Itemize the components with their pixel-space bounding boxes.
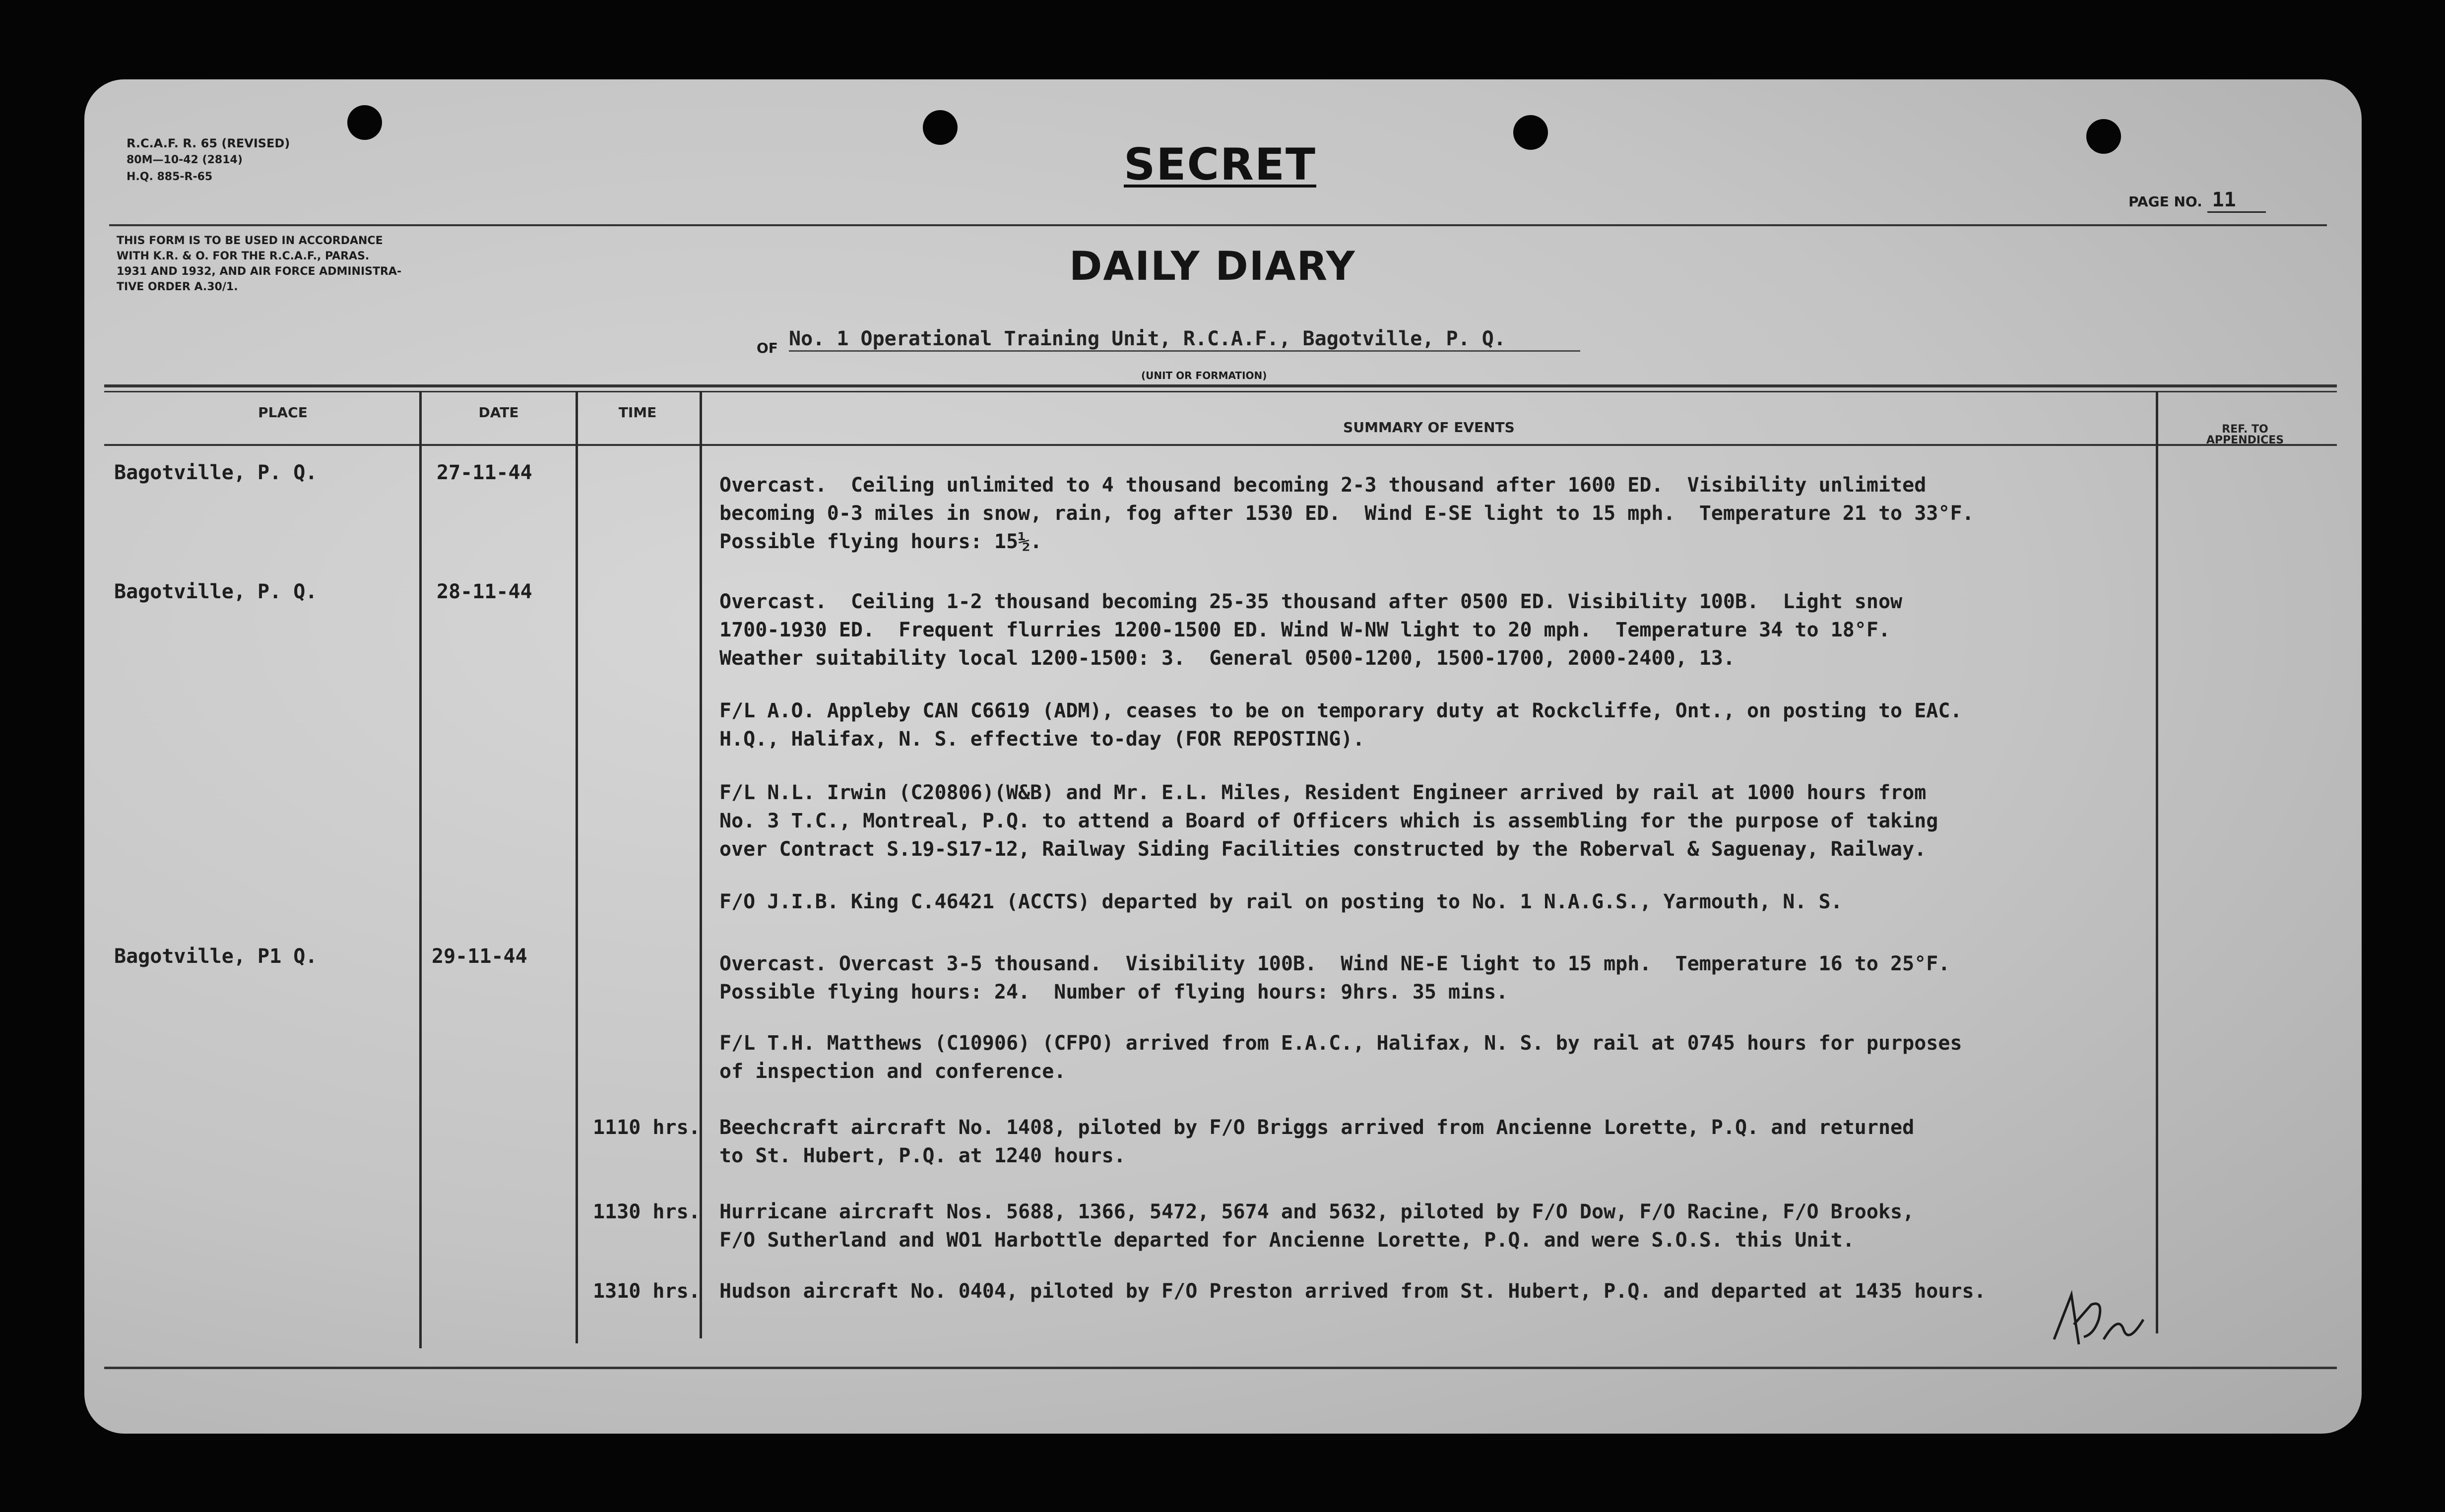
row-date: 29-11-44 [432,945,527,968]
form-instructions [117,233,563,295]
diary-form-sheet [84,79,2362,1434]
entry-line: over Contract S.19-S17-12, Railway Siding Facilities constructed by the Roberval & Saguenay, Railway. [719,838,1927,861]
entry-line: Overcast. Ceiling 1-2 thousand becoming 25-35 thousand after 0500 ED. Visibility 100B. Light snow [719,590,1903,613]
form-hq-code: H.Q. 885-R-65 [127,171,213,183]
page-number-value: 11 [2207,189,2266,213]
row-time: 1110 hrs. [593,1116,701,1139]
summary-entry [719,1029,2188,1086]
punch-hole [923,110,958,145]
handwritten-initials [2044,1285,2153,1354]
instruction-line: THIS FORM IS TO BE USED IN ACCORDANCE [117,235,383,247]
appendices-label-line: APPENDICES [2206,434,2284,446]
form-identifier [127,135,290,186]
summary-entry [719,697,2188,754]
entry-line: Overcast. Ceiling unlimited to 4 thousand becoming 2-3 thousand after 1600 ED. Visibility unlimited [719,474,1927,497]
punch-hole [347,105,382,140]
entry-line: Possible flying hours: 15½. [719,530,1042,553]
entry-line: No. 3 T.C., Montreal, P.Q. to attend a Board of Officers which is assembling for the purpose of taking [719,810,1938,832]
instruction-line: WITH K.R. & O. FOR THE R.C.A.F., PARAS. [117,250,370,262]
entry-line: Beechcraft aircraft No. 1408, piloted by F/O Briggs arrived from Ancienne Lorette, P.Q. and returned [719,1116,1915,1139]
entry-line: becoming 0-3 miles in snow, rain, fog after 1530 ED. Wind E-SE light to 15 mph. Temperature 21 to 33°F. [719,502,1974,525]
entry-line: 1700-1930 ED. Frequent flurries 1200-1500 ED. Wind W-NW light to 20 mph. Temperature 34 to 18°F. [719,619,1891,641]
entry-line: F/O Sutherland and WO1 Harbottle departed for Ancienne Lorette, P.Q. and were S.O.S. this Unit. [719,1229,1855,1252]
column-header-rule [104,444,2337,446]
entry-line: F/O J.I.B. King C.46421 (ACCTS) departed by rail on posting to No. 1 N.A.G.S., Yarmouth, N. S. [719,890,1843,913]
entry-line: Overcast. Overcast 3-5 thousand. Visibility 100B. Wind NE-E light to 15 mph. Temperature 16 to 25°F. [719,952,1950,975]
summary-entry [719,1114,2188,1170]
summary-entry [719,1277,2188,1306]
entry-line: Possible flying hours: 24. Number of flying hours: 9hrs. 35 mins. [719,981,1508,1004]
summary-entry [719,1198,2188,1255]
punch-hole [1513,115,1548,150]
instruction-line: TIVE ORDER A.30/1. [117,281,238,293]
row-place: Bagotville, P1 Q. [114,945,318,968]
column-header-summary: SUMMARY OF EVENTS [1343,419,1515,436]
column-header-place: PLACE [258,404,308,421]
entry-line: of inspection and conference. [719,1060,1066,1083]
column-header-appendices [2163,424,2327,446]
appendices-label-line: REF. TO [2222,423,2268,436]
column-header-date: DATE [478,404,519,421]
summary-entry [719,588,2188,673]
column-divider [700,391,702,1338]
page-title: DAILY DIARY [1069,243,1356,289]
entry-line: to St. Hubert, P.Q. at 1240 hours. [719,1144,1126,1167]
entry-line: Hudson aircraft No. 0404, piloted by F/O Preston arrived from St. Hubert, P.Q. and departed at 1435 hours. [719,1280,1986,1303]
table-top-rule-inner [104,391,2337,392]
instruction-line: 1931 AND 1932, AND AIR FORCE ADMINISTRA- [117,265,402,278]
row-date: 28-11-44 [437,580,532,603]
page-number-label: PAGE NO. [2128,193,2202,210]
of-label: OF [757,340,778,356]
row-place: Bagotville, P. Q. [114,461,318,484]
row-place: Bagotville, P. Q. [114,580,318,603]
summary-entry [719,950,2188,1007]
unit-name: No. 1 Operational Training Unit, R.C.A.F., Bagotville, P. Q. [789,327,1580,352]
page-number-field [2128,189,2266,211]
entry-line: F/L N.L. Irwin (C20806)(W&B) and Mr. E.L. Miles, Resident Engineer arrived by rail at 1000 hours from [719,781,1927,804]
row-time: 1310 hrs. [593,1280,701,1303]
security-classification: SECRET [1124,139,1316,190]
column-divider [419,391,422,1348]
form-print-code: 80M—10-42 (2814) [127,154,243,166]
entry-line: H.Q., Halifax, N. S. effective to-day (FOR REPOSTING). [719,728,1365,751]
entry-line: F/L A.O. Appleby CAN C6619 (ADM), ceases to be on temporary duty at Rockcliffe, Ont., on posting to EAC. [719,699,1962,722]
entry-line: Hurricane aircraft Nos. 5688, 1366, 5472, 5674 and 5632, piloted by F/O Dow, F/O Racine, F/O Brooks, [719,1200,1915,1223]
entry-line: F/L T.H. Matthews (C10906) (CFPO) arrived from E.A.C., Halifax, N. S. by rail at 0745 hours for purposes [719,1032,1962,1055]
header-rule [109,224,2327,226]
summary-entry [719,888,2188,916]
unit-caption: (UNIT OR FORMATION) [1141,370,1267,381]
column-header-time: TIME [618,404,657,421]
row-date: 27-11-44 [437,461,532,484]
summary-entry [719,779,2188,864]
summary-entry [719,471,2188,556]
form-number: R.C.A.F. R. 65 (REVISED) [127,136,290,150]
table-top-rule [104,384,2337,387]
punch-hole [2086,119,2121,154]
entry-line: Weather suitability local 1200-1500: 3. General 0500-1200, 1500-1700, 2000-2400, 13. [719,647,1735,670]
row-time: 1130 hrs. [593,1200,701,1223]
column-divider [576,391,578,1343]
table-bottom-rule [104,1367,2337,1369]
